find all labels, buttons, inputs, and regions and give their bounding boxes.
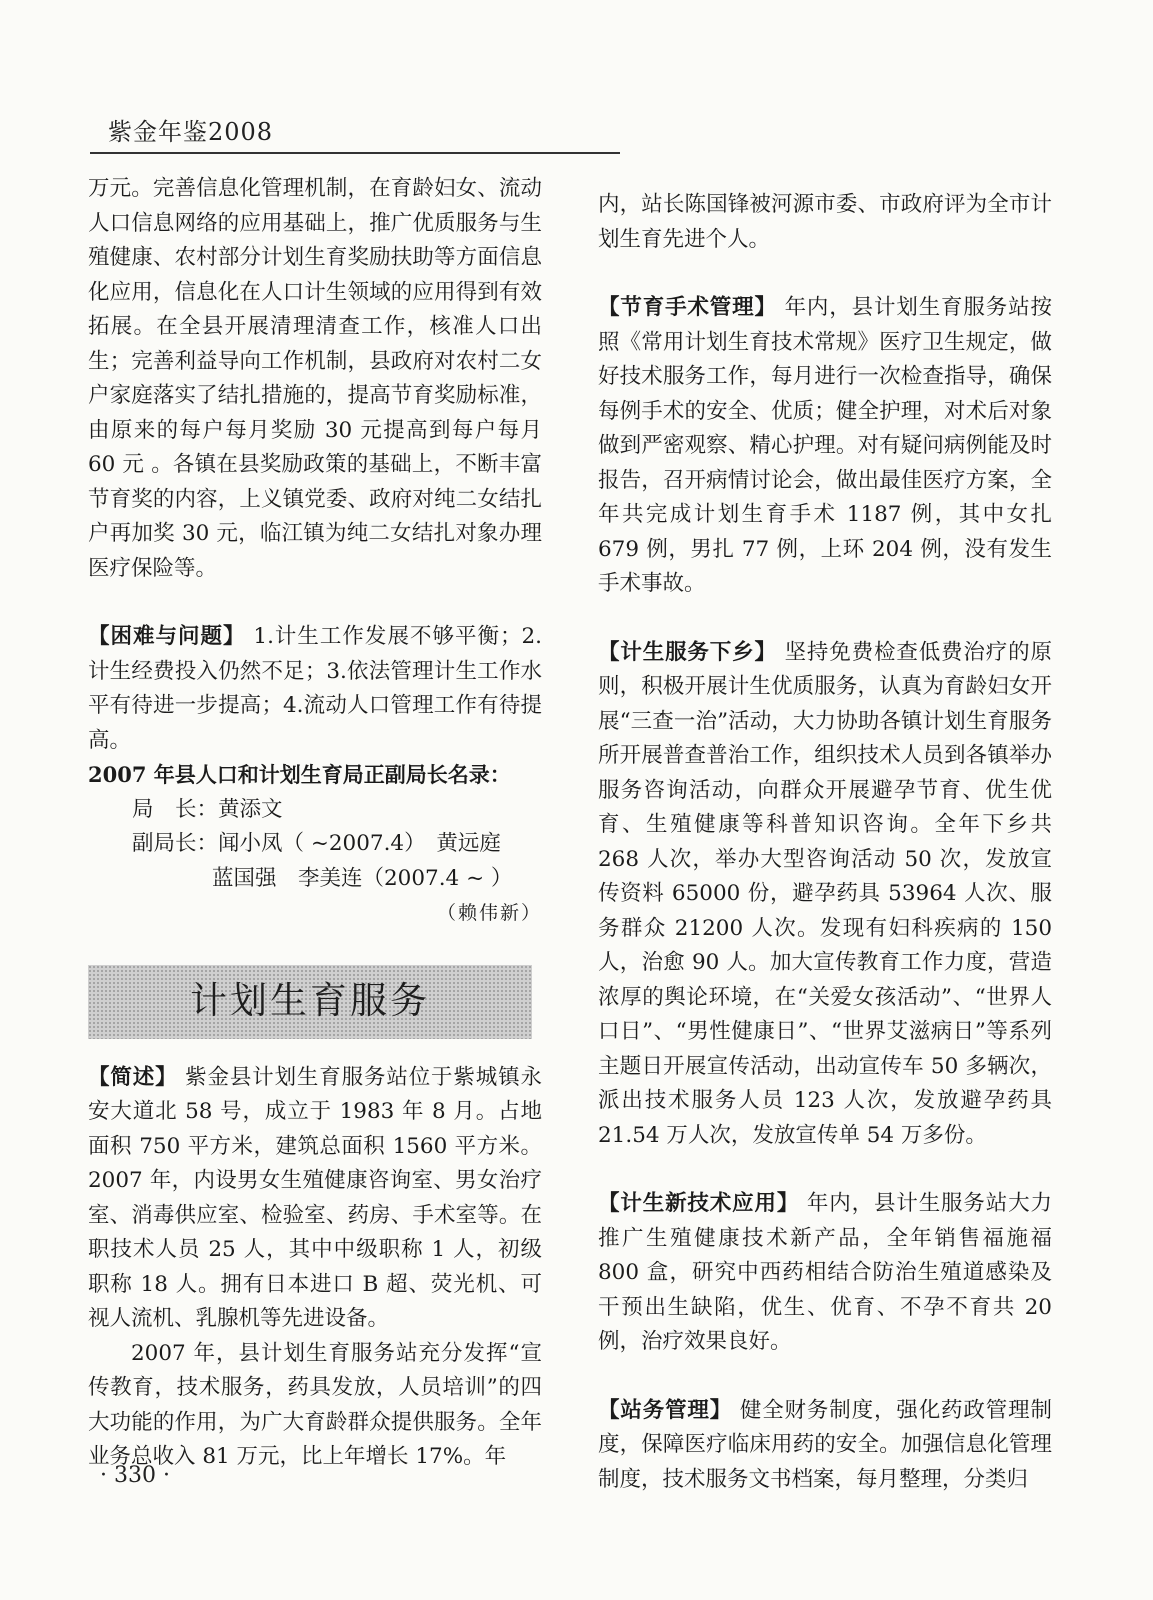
running-title: 紫金年鉴2008 (108, 118, 274, 146)
admin-section (598, 1394, 1052, 1498)
tech-heading: 【计生新技术应用】 (598, 1191, 800, 1216)
outreach-heading: 【计生服务下乡】 (598, 639, 777, 665)
overview-section (88, 1061, 542, 1337)
roster-deputies: 副局长：闻小凤（ ~2007.4） 黄远庭 (132, 831, 501, 856)
tech-text: 年内，县计生服务站大力推广生殖健康技术新产品，全年销售福施福 800 盒，研究中西药相结合防治生殖道感染及干预出生缺陷，优生、优育、不孕不育共 20 例，治疗效果良好。 (598, 1191, 1052, 1354)
roster-director: 局 长：黄添文 (132, 796, 283, 822)
header-rule (90, 152, 620, 154)
overview-paragraph-2: 2007 年，县计划生育服务站充分发挥“宣传教育，技术服务，药具发放，人员培训”的四大功能的作用，为广大育龄群众提供服务。全年业务总收入 81 万元，比上年增长 17%。年 (88, 1340, 542, 1469)
surgery-heading: 【节育手术管理】 (598, 295, 777, 320)
policy-paragraph: 万元。完善信息化管理机制，在育龄妇女、流动人口信息网络的应用基础上，推广优质服务与生殖健康、农村部分计划生育奖励扶助等方面信息化应用，信息化在人口计生领域的应用得到有效拓展。在全县开展清理清查工作，核准人口出生；完善利益导向工作机制，县政府对农村二女户家庭落实了结扎措施的，提高节育奖励标准，由原来的每户每月奖励 30 元提高到每户每月 60 元 。各镇在县奖励政策的基础上，不断丰富节育奖的内容，上义镇党委、政府对纯二女结扎户再加奖 30 元，临江镇为纯二女结扎对象办理医疗保险等。 (88, 176, 542, 581)
surgery-section (598, 291, 1052, 602)
right-column (598, 188, 1052, 1497)
overview-heading: 【简述】 (88, 1064, 178, 1090)
page-number: · 330 · (100, 1463, 170, 1488)
leadership-roster (88, 758, 542, 931)
roster-deputies-cont: 蓝国强 李美连（2007.4 ~ ） (212, 865, 513, 891)
tech-section (598, 1187, 1052, 1360)
admin-heading: 【站务管理】 (598, 1397, 733, 1423)
roster-title: 2007 年县人口和计划生育局正副局长名录： (88, 762, 511, 787)
continuation-paragraph: 内，站长陈国锋被河源市委、市政府评为全市计划生育先进个人。 (598, 192, 1052, 252)
difficulty-heading: 【困难与问题】 (88, 624, 246, 649)
section-banner: 计划生育服务 (88, 965, 532, 1039)
surgery-text: 年内，县计划生育服务站按照《常用计划生育技术常规》医疗卫生规定，做好技术服务工作，每月进行一次检查指导，确保每例手术的安全、优质；健全护理，对术后对象做到严密观察、精心护理。对有疑问病例能及时报告，召开病情讨论会，做出最佳医疗方案，全年共完成计划生育手术 1187 例，其中女扎 679 例，男扎 77 例，上环 204 例，没有发生手术事故。 (598, 295, 1052, 596)
admin-text: 健全财务制度，强化药政管理制度，保障医疗临床用药的安全。加强信息化管理制度，技术服务文书档案，每月整理，分类归 (598, 1397, 1052, 1492)
difficulty-text: 1.计生工作发展不够平衡；2.计生经费投入仍然不足；3.依法管理计生工作水平有待进一步提高；4.流动人口管理工作有待提高。 (88, 624, 542, 753)
left-column (88, 172, 542, 1475)
difficulty-section (88, 620, 542, 758)
overview-text: 紫金县计划生育服务站位于紫城镇永安大道北 58 号，成立于 1983 年 8 月。占地面积 750 平方米，建筑总面积 1560 平方米。2007 年，内设男女生殖健康咨询室、男女治疗室、消毒供应室、检验室、药房、手术室等。在职技术人员 25 人，其中中级职称 1 人，初级职称 18 人。拥有日本进口 B 超、荧光机、可视人流机、乳腺机等先进设备。 (88, 1064, 542, 1331)
author-byline: （赖伟新） (436, 902, 542, 924)
outreach-text: 坚持免费检查低费治疗的原则，积极开展计生优质服务，认真为育龄妇女开展“三查一治”活动，大力协助各镇计划生育服务所开展普查普治工作，组织技术人员到各镇举办服务咨询活动，向群众开展避孕节育、优生优育、生殖健康等科普知识咨询。全年下乡共 268 人次，举办大型咨询活动 50 次，发放宣传资料 65000 份，避孕药具 53964 人次、服务群众 21200 人次。发现有妇科疾病的 150 人，治愈 90 人。加大宣传教育工作力度，营造浓厚的舆论环境，在“关爱女孩活动”、“世界人口日”、“男性健康日”、“世界艾滋病日”等系列主题日开展宣传活动，出动宣传车 50 多辆次，派出技术服务人员 123 人次，发放避孕药具 21.54 万人次，发放宣传单 54 万多份。 (598, 639, 1052, 1148)
outreach-section (598, 636, 1052, 1154)
